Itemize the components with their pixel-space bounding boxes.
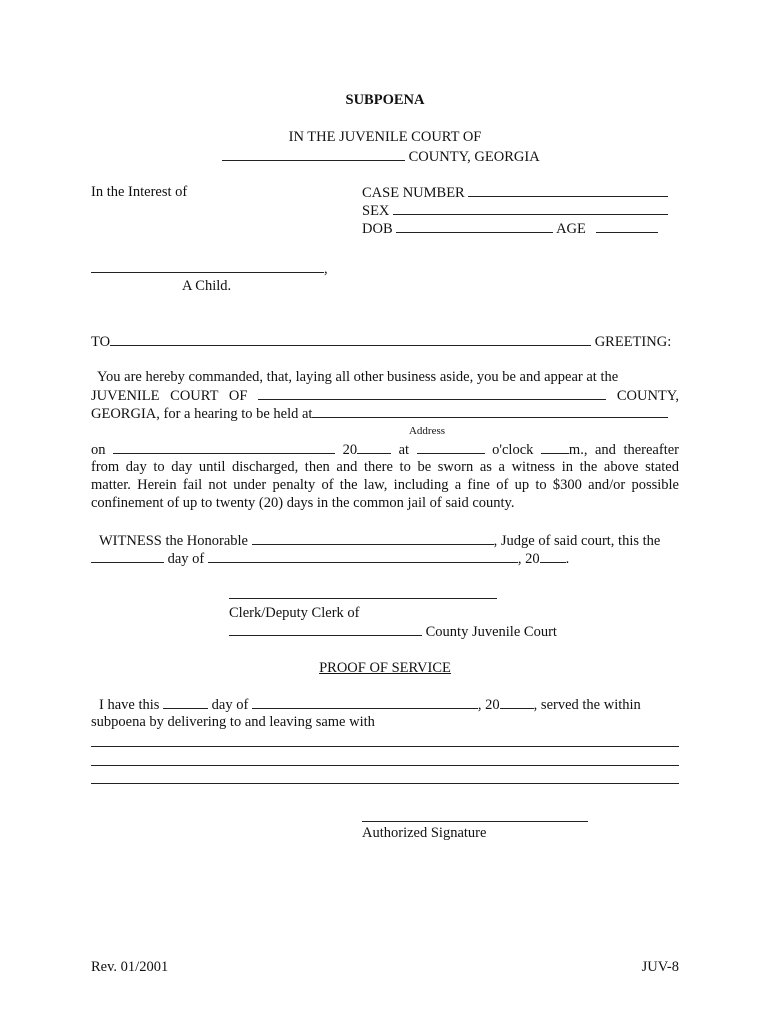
greeting-label: GREETING: [594,334,672,350]
hearing-label: GEORGIA, for a hearing to be held at [91,406,313,422]
dob-row [362,219,658,238]
oclock-label: o'clock [492,442,534,458]
proof-of-service-title: PROOF OF SERVICE [319,660,451,676]
para-line-2 [91,386,679,405]
to-label: TO [91,334,111,350]
form-number: JUV-8 [641,959,679,975]
county-blank[interactable] [222,147,405,161]
ampm-blank[interactable] [541,440,569,454]
to-blank[interactable] [110,332,591,346]
witness-month-blank[interactable] [208,549,518,563]
para-line-1: You are hereby commanded, that, laying all other business aside, you be and appear at the [97,369,619,385]
clerk-signature-line[interactable] [229,598,497,599]
proof-month-blank[interactable] [252,695,478,709]
sex-row [362,201,668,220]
age-label: AGE [556,221,586,237]
age-blank[interactable] [596,219,658,233]
county-header [222,147,540,166]
sex-blank[interactable] [393,201,668,215]
year-prefix: 20 [342,442,358,458]
to-row [91,332,671,351]
served-label: , served the within [533,697,641,713]
court-line: IN THE JUVENILE COURT OF [288,129,482,145]
court-county-blank[interactable] [258,386,606,400]
county-court-label: County Juvenile Court [425,624,557,640]
proof-line-2: subpoena by delivering to and leaving same with [91,714,375,730]
para-line-3 [91,404,668,423]
day-of-label: day of [167,551,205,567]
proof-day-blank[interactable] [163,695,208,709]
date-blank[interactable] [113,440,335,454]
case-number-row [362,183,668,202]
address-caption: Address [408,425,446,437]
county-label-2: COUNTY, [616,388,679,404]
served-blank-1[interactable] [91,746,679,747]
interest-of-label: In the Interest of [91,184,188,200]
comma: , [324,261,328,277]
time-blank[interactable] [417,440,485,454]
child-name-row [91,259,328,278]
para-line-6: matter. Herein fail not under penalty of the law, including a fine of up to $300 and/or possible [91,477,679,493]
case-number-label: CASE NUMBER [362,185,465,201]
authorized-signature-label: Authorized Signature [362,825,487,841]
address-blank[interactable] [312,404,668,418]
year-prefix-2: , 20 [517,551,540,567]
child-name-blank[interactable] [91,259,324,273]
clerk-county-blank[interactable] [229,622,422,636]
witness-day-blank[interactable] [91,549,164,563]
witness-year-blank[interactable] [540,549,566,563]
witness-label: WITNESS the Honorable [99,533,248,549]
judge-label: , Judge of said court, this the [493,533,661,549]
i-have-this-label: I have this [99,697,160,713]
case-number-blank[interactable] [468,183,668,197]
revision-label: Rev. 01/2001 [91,959,169,975]
on-label: on [91,442,106,458]
at-label: at [398,442,410,458]
witness-line-2 [91,549,569,568]
para-line-4 [91,440,679,459]
witness-line-1 [99,531,660,550]
sex-label: SEX [362,203,390,219]
proof-year-blank[interactable] [500,695,534,709]
served-blank-2[interactable] [91,765,679,766]
authorized-signature-line[interactable] [362,821,588,822]
a-child-label: A Child. [182,278,232,294]
document-title: SUBPOENA [345,92,425,108]
served-blank-3[interactable] [91,783,679,784]
proof-year-prefix: , 20 [477,697,500,713]
thereafter-label: m., and thereafter [568,442,679,458]
para-line-7: confinement of up to twenty (20) days in the common jail of said county. [91,495,515,511]
dob-blank[interactable] [396,219,553,233]
year-blank[interactable] [357,440,391,454]
juvenile-court-label: JUVENILE COURT OF [91,388,248,404]
county-court-row [229,622,557,641]
proof-line-1 [99,695,641,714]
judge-blank[interactable] [252,531,494,545]
county-label: COUNTY, GEORGIA [408,149,540,165]
proof-day-of-label: day of [211,697,249,713]
period: . [565,551,570,567]
para-line-5: from day to day until discharged, then and there to be sworn as a witness in the above stated [91,459,679,475]
clerk-label: Clerk/Deputy Clerk of [229,605,360,621]
dob-label: DOB [362,221,393,237]
